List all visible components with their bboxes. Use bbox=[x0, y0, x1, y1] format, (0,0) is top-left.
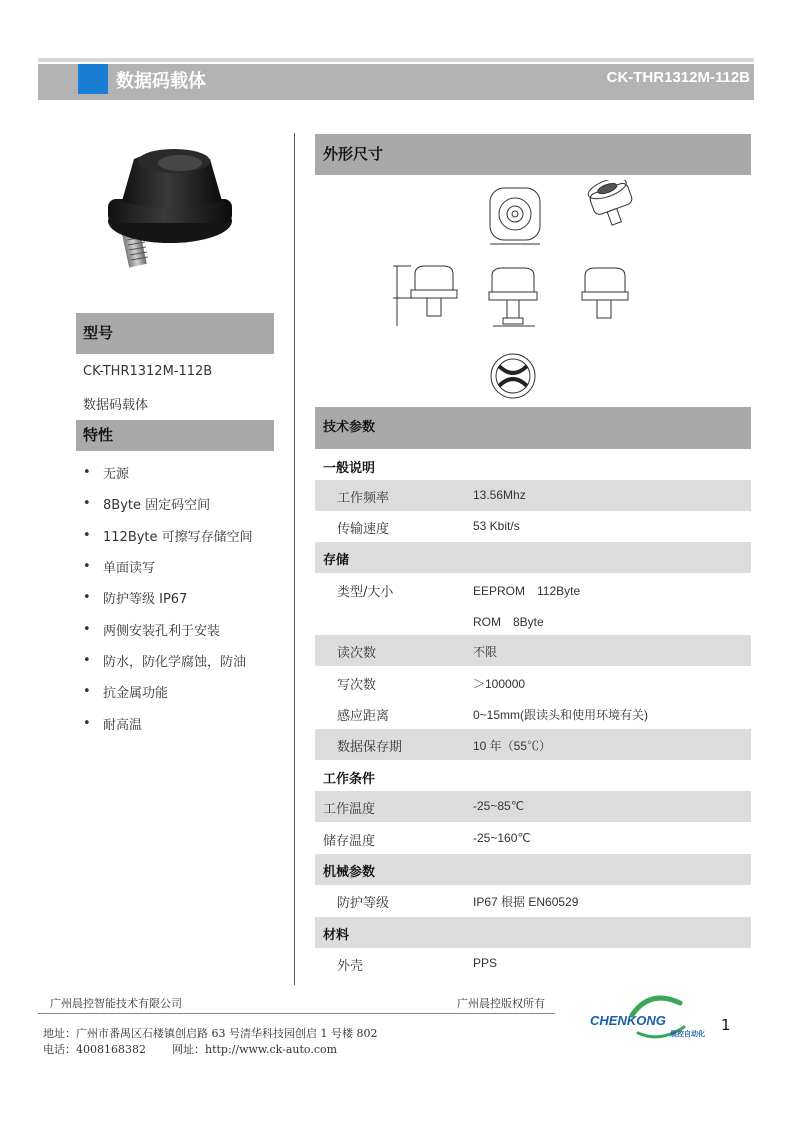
tech-params-heading: 技术参数 bbox=[315, 407, 751, 449]
dimensions-heading: 外形尺寸 bbox=[315, 134, 751, 175]
spec-section-material: 材料 bbox=[315, 917, 751, 948]
spec-section-general: 一般说明 bbox=[323, 461, 376, 476]
footer-website: 网址：http://www.ck-auto.com bbox=[172, 1043, 338, 1056]
spec-row-write-count: 写次数 ＞100000 bbox=[337, 677, 526, 693]
footer-contact bbox=[43, 1041, 363, 1057]
header-accent-square bbox=[78, 64, 108, 94]
features-list bbox=[83, 457, 253, 739]
spec-row-retention: 数据保存期 10 年（55℃） bbox=[315, 729, 751, 760]
bottom-view-drawing bbox=[491, 354, 535, 398]
spec-section-mechanical: 机械参数 bbox=[315, 854, 751, 885]
model-heading: 型号 bbox=[76, 313, 274, 354]
model-description: 数据码载体 bbox=[83, 398, 149, 413]
feature-item: • 抗金属功能 bbox=[83, 684, 169, 702]
features-heading: 特性 bbox=[76, 420, 274, 451]
footer-phone: 电话：4008168382 bbox=[43, 1043, 146, 1056]
svg-text:晨控自动化: 晨控自动化 bbox=[670, 1030, 705, 1038]
spec-row-type-size: 类型/大小 EEPROM 112Byte bbox=[337, 584, 581, 600]
page-title: 数据码载体 bbox=[116, 71, 206, 92]
isometric-drawing bbox=[586, 180, 639, 229]
top-view-drawing bbox=[490, 188, 540, 244]
spec-section-conditions: 工作条件 bbox=[323, 772, 376, 787]
spec-row-operating-temp: 工作温度 -25~85℃ bbox=[315, 791, 751, 822]
spec-row-range: 感应距离 0~15mm(跟读头和使用环境有关) bbox=[337, 708, 649, 724]
feature-item: • 耐高温 bbox=[83, 715, 143, 733]
header-model-code: CK-THR1312M-112B bbox=[606, 69, 750, 86]
spec-row-protection: 防护等级 IP67 根据 EN60529 bbox=[337, 895, 579, 911]
footer-copyright: 广州晨控版权所有 bbox=[457, 997, 545, 1010]
column-divider bbox=[294, 133, 295, 985]
product-photo bbox=[100, 143, 240, 278]
dimension-drawings bbox=[385, 180, 645, 400]
spec-row-rom: ROM 8Byte bbox=[473, 615, 544, 629]
model-value: CK-THR1312M-112B bbox=[83, 364, 213, 379]
feature-item: • 防护等级 IP67 bbox=[83, 590, 188, 608]
chenkong-logo bbox=[588, 993, 712, 1041]
footer-company: 广州晨控智能技术有限公司 bbox=[50, 997, 182, 1010]
front-view-drawing bbox=[489, 268, 537, 326]
feature-item: • 8Byte 固定码空间 bbox=[83, 496, 211, 514]
spec-row-read-count: 读次数 不限 bbox=[315, 635, 751, 666]
spec-row-frequency: 工作频率 13.56Mhz bbox=[315, 480, 751, 511]
page-number: 1 bbox=[721, 1016, 731, 1034]
spec-row-speed: 传输速度 53 Kbit/s bbox=[337, 519, 520, 537]
svg-text:CHENKONG: CHENKONG bbox=[590, 1013, 666, 1028]
spec-section-storage: 存储 bbox=[315, 542, 751, 573]
right-view-drawing bbox=[582, 268, 628, 318]
spec-row-storage-temp: 储存温度 -25~160℃ bbox=[323, 831, 531, 849]
feature-item: • 防水，防化学腐蚀，防油 bbox=[83, 652, 247, 670]
feature-item: • 无源 bbox=[83, 465, 130, 483]
feature-item: • 两侧安装孔利于安装 bbox=[83, 621, 221, 639]
footer-divider bbox=[38, 1013, 555, 1014]
feature-item: • 单面读写 bbox=[83, 559, 156, 577]
footer-address: 地址：广州市番禺区石楼镇创启路 63 号清华科技园创启 1 号楼 802 bbox=[43, 1027, 378, 1040]
feature-item: • 112Byte 可擦写存储空间 bbox=[83, 527, 253, 545]
spec-row-housing: 外壳 PPS bbox=[337, 956, 498, 974]
side-view-dimensioned bbox=[393, 266, 457, 326]
